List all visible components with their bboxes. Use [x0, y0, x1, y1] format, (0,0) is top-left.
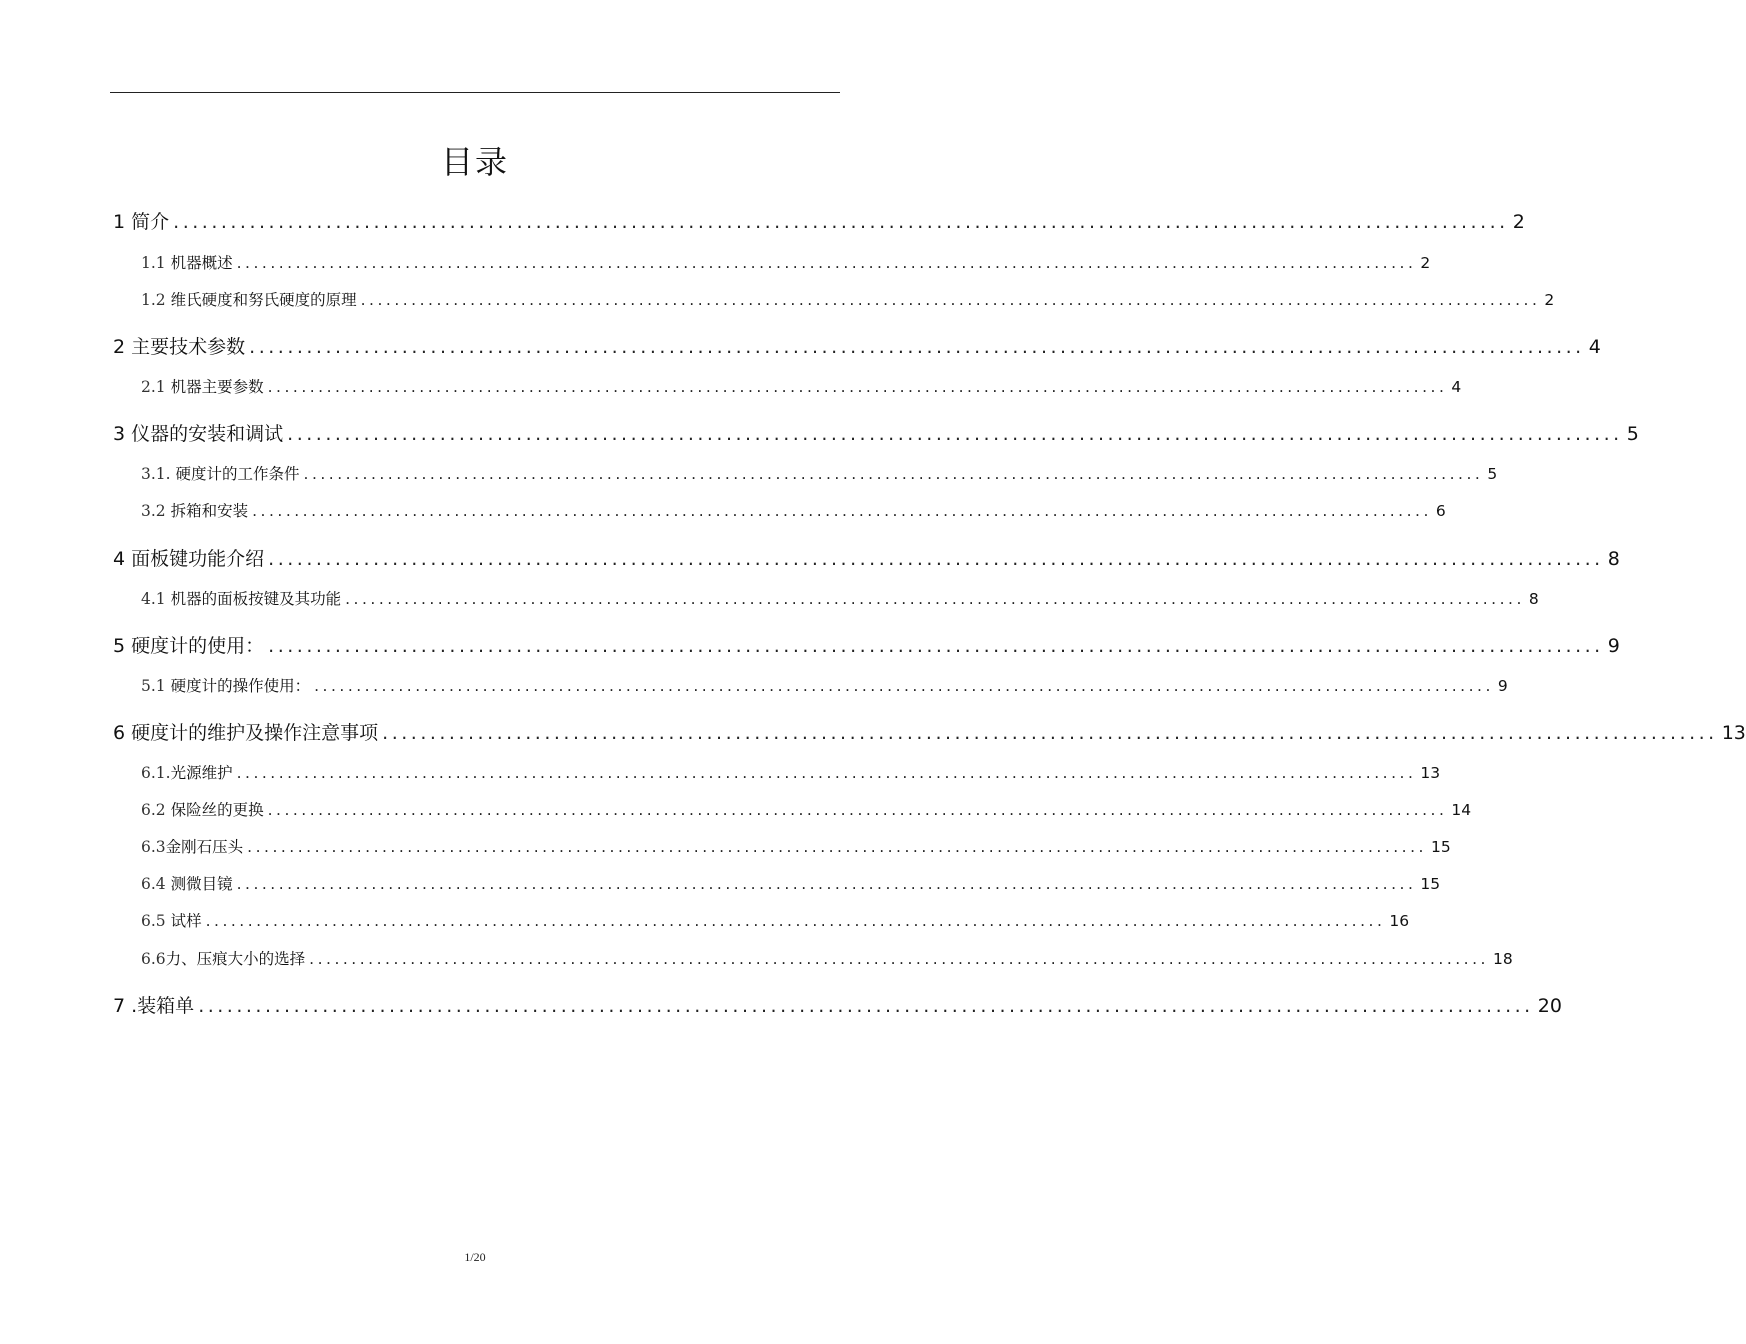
dot-leader: ............................................................................................................................................ [268, 548, 1604, 570]
dot-leader: ............................................................................................................................................ [314, 677, 1494, 695]
toc-entry-3-1[interactable] [141, 462, 1498, 486]
toc-page-number: 15 [1430, 838, 1451, 856]
toc-page-number: 2 [1420, 254, 1431, 272]
toc-entry-1-2[interactable] [141, 288, 1555, 312]
dot-leader: ............................................................................................................................................ [345, 590, 1525, 608]
toc-entry-5[interactable] [113, 632, 1620, 660]
toc-entry-6-5[interactable] [141, 909, 1410, 933]
toc-entry-label: 6.4 测微目镜 [141, 875, 233, 893]
dot-leader: ............................................................................................................................................ [267, 801, 1448, 819]
toc-page-number: 4 [1451, 378, 1462, 396]
dot-leader: ............................................................................................................................................ [236, 875, 1417, 893]
toc-entry-label: 1 简介 [113, 211, 170, 233]
toc-page-number: 14 [1451, 801, 1472, 819]
dot-leader: ............................................................................................................................................ [247, 838, 1427, 856]
dot-leader: ............................................................................................................................................ [267, 378, 1448, 396]
toc-page-number: 6 [1435, 502, 1446, 520]
toc-entry-4[interactable] [113, 545, 1620, 573]
toc-entry-6-4[interactable] [141, 872, 1441, 896]
toc-entry-6[interactable] [113, 719, 1746, 747]
toc-entry-label: 1.1 机器概述 [141, 254, 233, 272]
toc-entry-6-2[interactable] [141, 798, 1472, 822]
dot-leader: ............................................................................................................................................ [287, 423, 1623, 445]
toc-entry-6-1[interactable] [141, 761, 1441, 785]
toc-page-number: 9 [1497, 677, 1508, 695]
dot-leader: ............................................................................................................................................ [236, 254, 1417, 272]
toc-page-number: 8 [1528, 590, 1539, 608]
dot-leader: ............................................................................................................................................ [252, 502, 1432, 520]
toc-entry-label: 3 仪器的安装和调试 [113, 423, 284, 445]
dot-leader: ............................................................................................................................................ [249, 336, 1585, 358]
toc-page-number: 13 [1721, 722, 1746, 744]
toc-page-number: 18 [1492, 950, 1513, 968]
toc-page-number: 15 [1420, 875, 1441, 893]
dot-leader: ............................................................................................................................................ [303, 465, 1484, 483]
toc-page-number: 2 [1544, 291, 1555, 309]
toc-entry-label: 6.1.光源维护 [141, 764, 233, 782]
dot-leader: ............................................................................................................................................ [268, 635, 1604, 657]
toc-entry-5-1[interactable] [141, 674, 1508, 698]
dot-leader: ............................................................................................................................................ [236, 764, 1417, 782]
toc-entry-7[interactable] [113, 992, 1562, 1020]
dot-leader: ............................................................................................................................................ [360, 291, 1541, 309]
toc-entry-label: 3.2 拆箱和安装 [141, 502, 249, 520]
toc-entry-3-2[interactable] [141, 499, 1446, 523]
toc-entry-label: 6.5 试样 [141, 912, 202, 930]
dot-leader: ............................................................................................................................................ [198, 995, 1534, 1017]
toc-entry-label: 7 .装箱单 [113, 995, 195, 1017]
page-footer-number: 1/20 [464, 1250, 486, 1264]
toc-entry-6-3[interactable] [141, 835, 1451, 859]
toc-page-number: 5 [1626, 423, 1639, 445]
toc-entry-1-1[interactable] [141, 251, 1431, 275]
toc-entry-label: 6.3金刚石压头 [141, 838, 244, 856]
dot-leader: ............................................................................................................................................ [205, 912, 1386, 930]
toc-page-number: 4 [1588, 336, 1601, 358]
toc-entry-6-6[interactable] [141, 947, 1513, 971]
toc-entry-label: 6 硬度计的维护及操作注意事项 [113, 722, 379, 744]
toc-page-number: 2 [1512, 211, 1525, 233]
toc-entry-4-1[interactable] [141, 587, 1539, 611]
toc-page-number: 20 [1537, 995, 1562, 1017]
toc-entry-label: 6.6力、压痕大小的选择 [141, 950, 306, 968]
dot-leader: ............................................................................................................................................ [173, 211, 1509, 233]
toc-page-number: 5 [1487, 465, 1498, 483]
toc-entry-label: 5 硬度计的使用： [113, 635, 265, 657]
toc-page-number: 16 [1389, 912, 1410, 930]
toc-entry-2-1[interactable] [141, 375, 1462, 399]
toc-entry-2[interactable] [113, 333, 1601, 361]
toc-page-number: 13 [1420, 764, 1441, 782]
toc-entry-label: 1.2 维氏硬度和努氏硬度的原理 [141, 291, 357, 309]
dot-leader: ............................................................................................................................................ [309, 950, 1489, 968]
toc-entry-1[interactable] [113, 208, 1525, 236]
toc-entry-label: 6.2 保险丝的更换 [141, 801, 264, 819]
toc-entry-label: 5.1 硬度计的操作使用： [141, 677, 311, 695]
toc-entry-label: 4 面板键功能介绍 [113, 548, 265, 570]
toc-entry-3[interactable] [113, 420, 1639, 448]
toc-entry-label: 2 主要技术参数 [113, 336, 246, 358]
toc-title: 目录 [440, 143, 509, 181]
toc-page-number: 8 [1607, 548, 1620, 570]
toc-entry-label: 3.1. 硬度计的工作条件 [141, 465, 300, 483]
toc-page-number: 9 [1607, 635, 1620, 657]
toc-entry-label: 2.1 机器主要参数 [141, 378, 264, 396]
dot-leader: ............................................................................................................................................ [382, 722, 1718, 744]
toc-entry-label: 4.1 机器的面板按键及其功能 [141, 590, 342, 608]
